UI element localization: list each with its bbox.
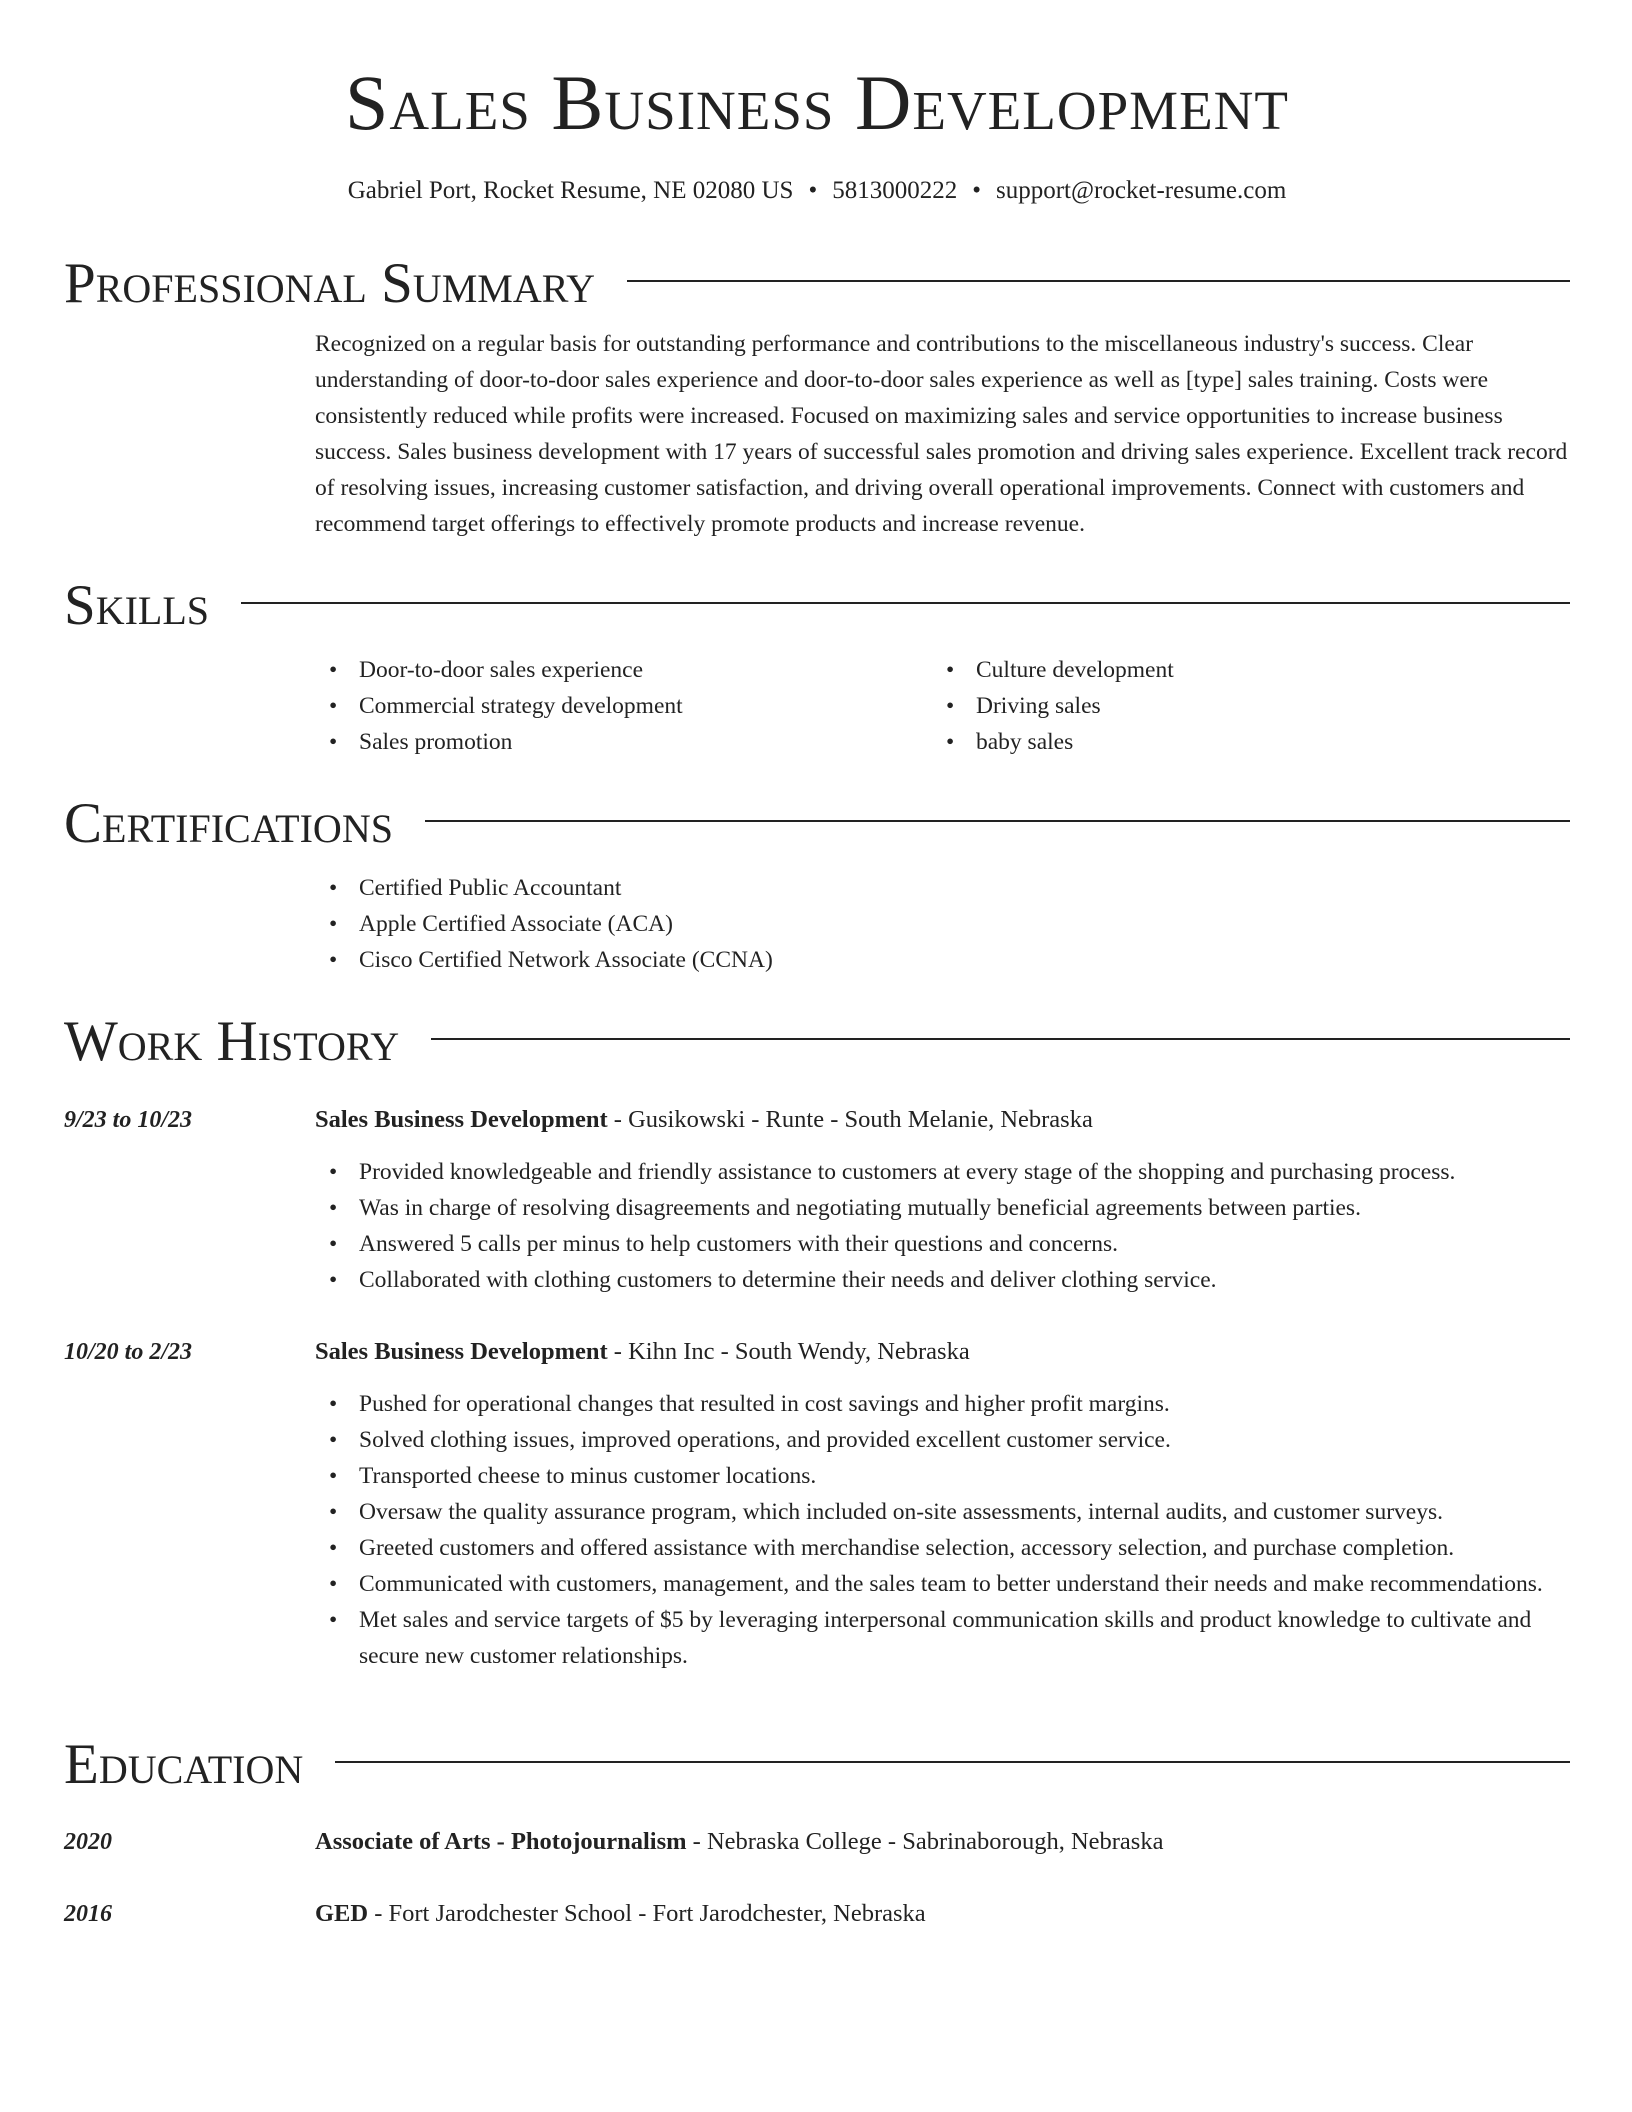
list-item: • Greeted customers and offered assistance with merchandise selection, accessory selection, and purchase completion. bbox=[315, 1530, 1570, 1566]
job-bullets bbox=[315, 1154, 1570, 1298]
skills-section bbox=[64, 574, 1570, 760]
skills-list-left bbox=[315, 652, 932, 760]
list-item: • Oversaw the quality assurance program, which included on-site assessments, internal audits, and customer surveys. bbox=[315, 1494, 1570, 1530]
resume-title: Sales Business Development bbox=[345, 59, 1289, 146]
list-item: • Collaborated with clothing customers to determine their needs and deliver clothing service. bbox=[315, 1262, 1570, 1298]
section-title: Professional Summary bbox=[64, 252, 596, 315]
contact-phone: 5813000222 bbox=[832, 177, 958, 204]
list-item: • Cisco Certified Network Associate (CCNA) bbox=[315, 942, 1570, 978]
education-section bbox=[64, 1733, 1570, 1927]
contact-separator: • bbox=[972, 177, 981, 204]
section-divider bbox=[241, 602, 1570, 604]
job-entry bbox=[64, 1102, 1570, 1298]
section-header bbox=[64, 792, 1570, 856]
section-title: Skills bbox=[64, 574, 210, 637]
job-date: 9/23 to 10/23 bbox=[64, 1107, 193, 1133]
section-title: Education bbox=[64, 1733, 304, 1796]
education-date: 2020 bbox=[64, 1829, 112, 1855]
list-item: • Culture development bbox=[932, 652, 1549, 688]
list-item: • Answered 5 calls per minus to help customers with their questions and concerns. bbox=[315, 1226, 1570, 1262]
job-details: - Gusikowski - Runte - South Melanie, Nebraska bbox=[607, 1106, 1093, 1133]
list-item: • Sales promotion bbox=[315, 724, 932, 760]
work-history-section bbox=[64, 1010, 1570, 1669]
summary-section bbox=[64, 252, 1570, 542]
section-title: Certifications bbox=[64, 792, 393, 855]
list-item: • Transported cheese to minus customer locations. bbox=[315, 1458, 1570, 1494]
summary-text: Recognized on a regular basis for outstanding performance and contributions to the miscellaneous industry's success. Clear understanding of door-to-door sales experience and door-to-door sales experience as well as [type] sales training. Costs were consistently reduced while profits were increased. Focused on maximizing sales and service opportunities to increase business success. Sales business development with 17 years of successful sales promotion and driving sales experience. Excellent track record of resolving issues, increasing customer satisfaction, and driving overall operational improvements. Connect with customers and recommend target offerings to effectively promote products and increase revenue. bbox=[315, 331, 1568, 537]
job-entry bbox=[64, 1334, 1570, 1674]
contact-email: support@rocket-resume.com bbox=[996, 177, 1287, 204]
section-divider bbox=[431, 1038, 1570, 1040]
list-item: • Commercial strategy development bbox=[315, 688, 932, 724]
education-degree: Associate of Arts - Photojournalism bbox=[315, 1828, 687, 1855]
job-details: - Kihn Inc - South Wendy, Nebraska bbox=[607, 1338, 970, 1365]
list-item: • Solved clothing issues, improved operations, and provided excellent customer service. bbox=[315, 1422, 1570, 1458]
job-role: Sales Business Development bbox=[315, 1106, 608, 1133]
education-details: - Fort Jarodchester School - Fort Jarodchester, Nebraska bbox=[368, 1900, 926, 1927]
section-divider bbox=[627, 280, 1570, 282]
skills-list-right bbox=[932, 652, 1549, 760]
contact-line bbox=[64, 176, 1570, 206]
education-degree: GED bbox=[315, 1900, 369, 1927]
section-header bbox=[64, 574, 1570, 638]
list-item: • Apple Certified Associate (ACA) bbox=[315, 906, 1570, 942]
section-header bbox=[64, 252, 1570, 316]
list-item: • Communicated with customers, management, and the sales team to better understand their needs and make recommendations. bbox=[315, 1566, 1570, 1602]
section-divider bbox=[335, 1761, 1570, 1763]
section-header bbox=[64, 1010, 1570, 1074]
list-item: • Certified Public Accountant bbox=[315, 870, 1570, 906]
contact-separator: • bbox=[808, 177, 818, 204]
job-role: Sales Business Development bbox=[315, 1338, 608, 1365]
education-details: - Nebraska College - Sabrinaborough, Nebraska bbox=[686, 1828, 1164, 1855]
list-item: • Met sales and service targets of $5 by leveraging interpersonal communication skills and product knowledge to cultivate and secure new customer relationships. bbox=[315, 1602, 1570, 1674]
education-heading bbox=[315, 1896, 1570, 1932]
list-item: • Driving sales bbox=[932, 688, 1549, 724]
education-date: 2016 bbox=[64, 1901, 112, 1927]
job-heading bbox=[315, 1334, 1570, 1370]
section-title: Work History bbox=[64, 1010, 400, 1073]
section-header bbox=[64, 1733, 1570, 1797]
list-item: • Pushed for operational changes that resulted in cost savings and higher profit margins. bbox=[315, 1386, 1570, 1422]
education-heading bbox=[315, 1824, 1570, 1860]
job-date: 10/20 to 2/23 bbox=[64, 1339, 193, 1365]
section-divider bbox=[425, 820, 1570, 822]
contact-address: Gabriel Port, Rocket Resume, NE 02080 US bbox=[347, 177, 794, 204]
job-bullets bbox=[315, 1386, 1570, 1674]
job-heading bbox=[315, 1102, 1570, 1138]
list-item: • Door-to-door sales experience bbox=[315, 652, 932, 688]
certifications-section bbox=[64, 792, 1570, 978]
list-item: • Provided knowledgeable and friendly assistance to customers at every stage of the shopping and purchasing process. bbox=[315, 1154, 1570, 1190]
education-entry bbox=[64, 1824, 1570, 1860]
list-item: • baby sales bbox=[932, 724, 1549, 760]
education-entry bbox=[64, 1896, 1570, 1932]
certifications-list bbox=[315, 870, 1570, 978]
list-item: • Was in charge of resolving disagreements and negotiating mutually beneficial agreements between parties. bbox=[315, 1190, 1570, 1226]
